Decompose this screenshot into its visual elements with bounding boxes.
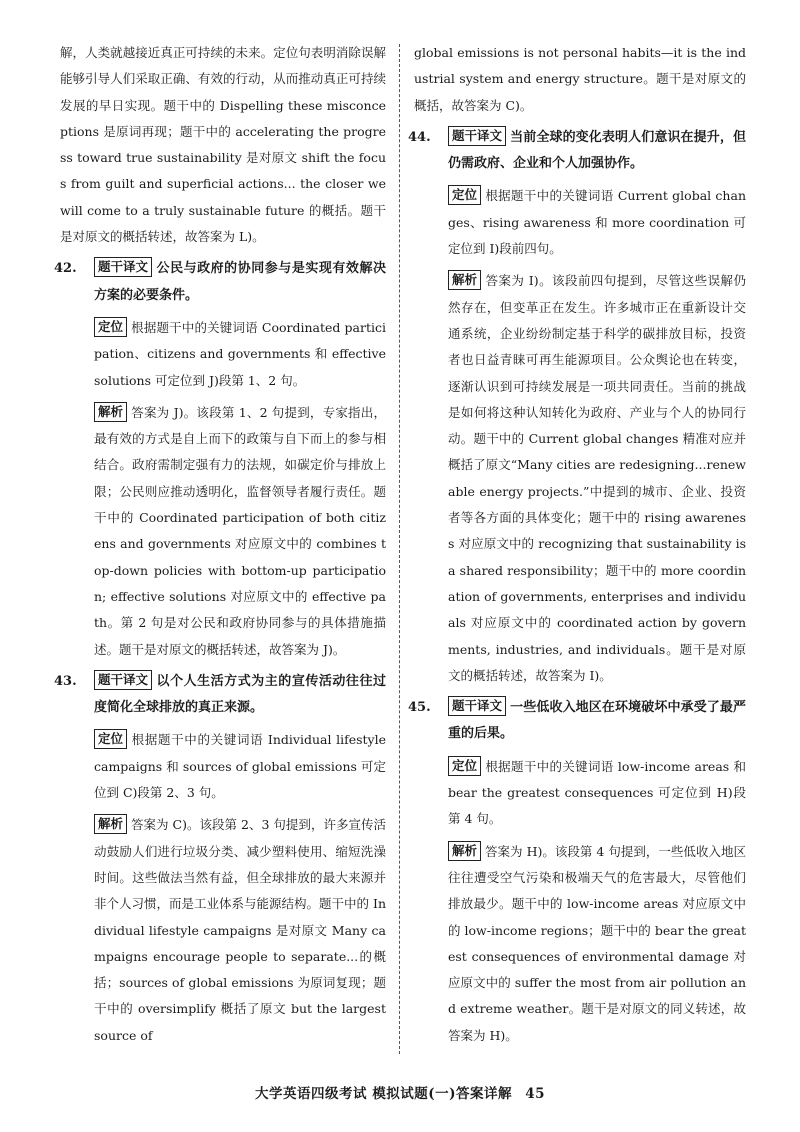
locate-text: 根据题干中的关键词语 Current global changes、rising awareness 和 more coordination 可定位到 I)段前四句。 [448,188,746,257]
question-number: 43. [54,673,77,689]
question-number: 44. [408,129,431,145]
locate-paragraph [94,315,386,394]
footer-title: 大学英语四级考试 模拟试题(一)答案详解 [255,1086,512,1102]
analysis-paragraph [94,812,386,1049]
locate-tag: 定位 [94,729,127,749]
column-divider [399,44,400,1054]
locate-tag: 定位 [94,317,127,337]
q43-analysis-continuation: global emissions is not personal habits—it is the industrial system and energy structure。题干是对原文的概括，故答案为 C)。 [414,45,746,113]
analysis-text: 答案为 H)。该段第 4 句提到，一些低收入地区往往遭受空气污染和极端天气的危害最大，尽管他们排放最少。题干中的 low-income areas 对应原文中的 low-income regions；题干中的 bear the greatest consequences of environmental damage 对应原文中的 suffer the most from air pollution and extreme weather。题干是对原文的同义转述，故答案为 H)。 [448,843,746,1043]
q41-analysis-continuation: 解，人类就越接近真正可持续的未来。定位句表明消除误解能够引导人们采取正确、有效的行动，从而推动真正可持续发展的早日实现。题干中的 Dispelling these misconceptions 是原词再现；题干中的 accelerating the progress toward true sustainability 是对原文 shift the focus from guilt and superficial actions... the closer we will come to a truly sustainable future 的概括。题干是对原文的概括转述，故答案为 L)。 [60,45,386,245]
locate-paragraph [94,727,386,806]
page-number: 45 [525,1086,545,1102]
locate-text: 根据题干中的关键词语 Coordinated participation、citizens and governments 和 effective solutions 可定位到 J)段第 1、2 句。 [94,319,386,388]
question-number: 42. [54,261,77,277]
analysis-tag: 解析 [94,402,127,422]
analysis-text: 答案为 J)。该段第 1、2 句提到，专家指出，最有效的方式是自上而下的政策与自下而上的参与相结合。政府需制定强有力的法规，如碳定价与排放上限；公民则应推动透明化，监督领导者履行责任。题干中的 Coordinated participation of both citizens and governments 对应原文中的 combines top-down policies with bottom-up participation; effective solutions 对应原文中的 effective path。第 2 句是对公民和政府协同参与的具体措施描述。题干是对原文的概括转述，故答案为 J)。 [94,404,386,657]
analysis-text: 答案为 I)。该段前四句提到，尽管这些误解仍然存在，但变革正在发生。许多城市正在重新设计交通系统，企业纷纷制定基于科学的碳排放目标，投资者也日益青睐可再生能源项目。公众舆论也在转变，逐渐认识到可持续发展是一项共同责任。当前的挑战是如何将这种认知转化为政府、产业与个人的协同行动。题干中的 Current global changes 精准对应并概括了原文“Many cities are redesigning...renewable energy projects.”中提到的城市、企业、投资者等各方面的具体变化；题干中的 rising awareness 对应原文中的 recognizing that sustainability is a shared responsibility；题干中的 more coordination of governments, enterprises and individuals 对应原文中的 coordinated action by governments, industries, and individuals。题干是对原文的概括转述，故答案为 I)。 [448,273,746,683]
question-42 [54,256,386,309]
locate-paragraph [448,183,746,262]
locate-tag: 定位 [448,756,481,776]
left-column [54,40,386,1055]
analysis-paragraph [448,268,746,689]
right-column [408,40,746,1055]
question-translation: 一些低收入地区在环境破坏中承受了最严重的后果。 [448,700,746,742]
question-43 [54,669,386,722]
locate-text: 根据题干中的关键词语 low-income areas 和 bear the greatest consequences 可定位到 H)段第 4 句。 [448,758,746,827]
locate-paragraph [448,754,746,833]
analysis-paragraph [94,400,386,663]
analysis-tag: 解析 [448,841,481,861]
question-45 [408,695,746,748]
analysis-paragraph [448,839,746,1049]
question-translation: 公民与政府的协同参与是实现有效解决方案的必要条件。 [94,261,386,303]
analysis-tag: 解析 [448,270,481,290]
locate-text: 根据题干中的关键词语 Individual lifestyle campaigns 和 sources of global emissions 可定位到 C)段第 2、3 句。 [94,732,386,801]
analysis-tag: 解析 [94,814,127,834]
question-number: 45. [408,700,431,716]
analysis-text: 答案为 C)。该段第 2、3 句提到，许多宣传活动鼓励人们进行垃圾分类、减少塑料使用、缩短洗澡时间。这些做法当然有益，但全球排放的最大来源并非个人习惯，而是工业体系与能源结构。题干中的 Individual lifestyle campaigns 是对原文 Many campaigns encourage people to separate...的概括；sources of global emissions 为原词复现；题干中的 oversimplify 概括了原文 but the largest source of [94,817,386,1043]
page-footer [0,1082,800,1102]
question-translation: 以个人生活方式为主的宣传活动往往过度简化全球排放的真正来源。 [94,673,386,716]
translation-tag: 题干译文 [448,126,506,146]
translation-tag: 题干译文 [94,670,152,690]
question-44 [408,125,746,178]
question-translation: 当前全球的变化表明人们意识在提升，但仍需政府、企业和个人加强协作。 [448,129,746,172]
translation-tag: 题干译文 [448,696,506,716]
translation-tag: 题干译文 [94,257,152,277]
locate-tag: 定位 [448,185,481,205]
